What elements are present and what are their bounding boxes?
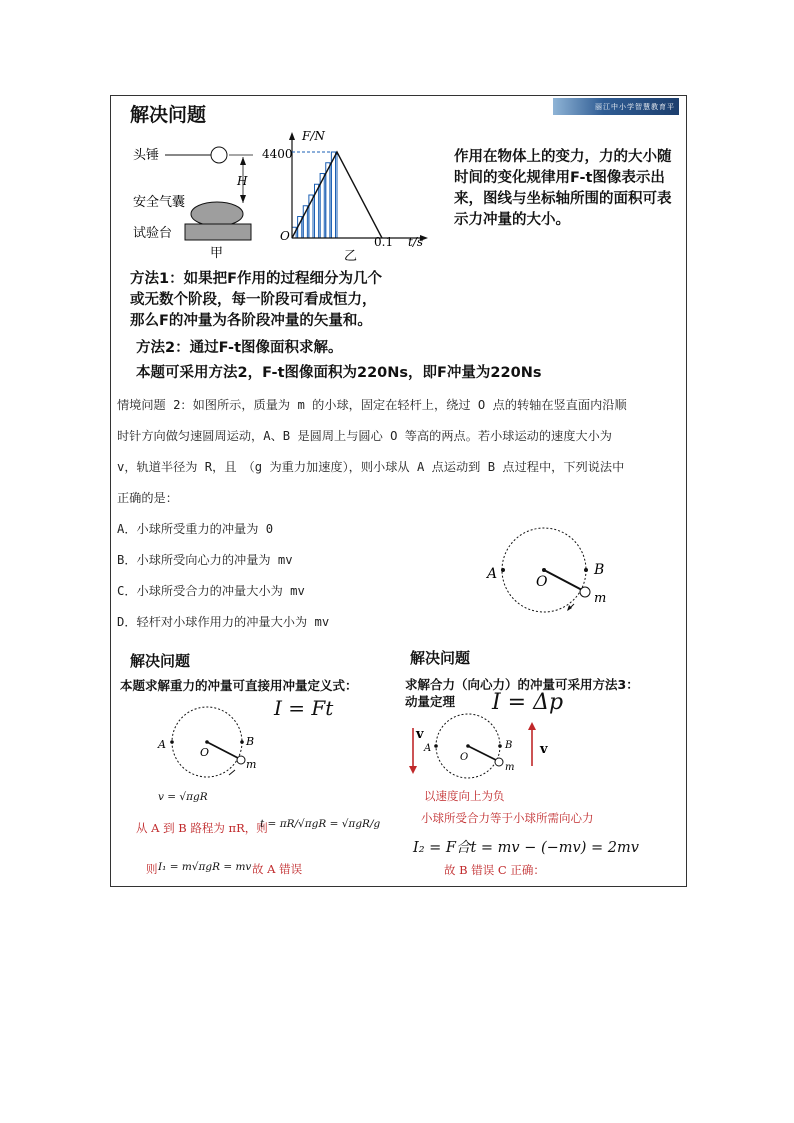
right-solution-subtitle-2: 动量定理 [405, 694, 456, 709]
then-label: 则 [146, 862, 158, 876]
label-a: A [487, 566, 498, 582]
left-circle-figure [155, 700, 265, 785]
light-rod [207, 742, 238, 758]
x-tick-label: 0.1 [374, 235, 394, 249]
i1-formula: I₁ = m√πgR = mv [158, 861, 252, 873]
y-axis-arrow [289, 132, 295, 140]
test-table [185, 224, 251, 240]
label-m: m [505, 762, 515, 773]
note-force: 小球所受合力等于小球所需向心力 [421, 811, 594, 825]
point-b [498, 744, 502, 748]
figure-jia [125, 135, 265, 260]
velocity-up-arrowhead [528, 722, 536, 730]
left-solution-title: 解决问题 [130, 652, 191, 670]
label-a: A [424, 743, 432, 754]
yi-caption: 乙 [344, 249, 358, 263]
right-solution-subtitle-1: 求解合力（向心力）的冲量可采用方法3： [405, 677, 639, 692]
direction-arrow [229, 770, 235, 775]
option-c: C．小球所受合力的冲量大小为 mv [117, 584, 305, 598]
label-o: O [536, 574, 548, 590]
left-formula: I = Ft [274, 696, 334, 720]
note-direction: 以速度向上为负 [424, 789, 505, 803]
conclusion: 本题可采用方法2，F-t图像面积为220Ns，即F冲量为220Ns [136, 365, 542, 381]
airbag-label: 安全气囊 [133, 195, 186, 210]
label-o: O [460, 752, 469, 763]
v-label-left: v [416, 727, 424, 742]
table-label: 试验台 [133, 226, 173, 241]
question-line: 时针方向做匀速圆周运动，A、B 是圆周上与圆心 O 等高的两点。若小球运动的速度大小为 [117, 429, 612, 443]
h-label: H [237, 174, 248, 188]
label-o: O [200, 746, 210, 759]
question-circle-figure [482, 520, 612, 620]
platform-logo [553, 98, 679, 115]
velocity-down-arrowhead [409, 766, 417, 774]
option-b: B．小球所受向心力的冲量为 mv [117, 553, 293, 567]
question-line: 情境问题 2：如图所示，质量为 m 的小球，固定在轻杆上，绕过 O 点的转轴在竖直面内沿顺 [117, 398, 627, 412]
impulse-step-bar [331, 152, 337, 238]
right-verdict: 故 B 错误 C 正确： [444, 863, 545, 877]
ball [237, 756, 245, 764]
left-verdict: 故 A 错误 [252, 862, 303, 876]
method1-line: 或无数个阶段，每一阶段可看成恒力， [130, 292, 377, 308]
method1-line: 那么F的冲量为各阶段冲量的矢量和。 [130, 313, 372, 329]
h-arrow-up [240, 157, 246, 165]
direction-arrowhead [567, 605, 572, 611]
point-a [501, 568, 505, 572]
option-a: A．小球所受重力的冲量为 0 [117, 522, 274, 536]
right-formula: I = Δp [492, 690, 564, 715]
y-tick-label: 4400 [262, 147, 293, 161]
right-solution-title: 解决问题 [410, 649, 471, 667]
label-m: m [246, 758, 257, 771]
x-axis-label: t/s [408, 235, 424, 249]
head-ball [211, 147, 227, 163]
y-axis-label: F/N [302, 129, 325, 143]
question-line: v，轨道半径为 R，且 （g 为重力加速度），则小球从 A 点运动到 B 点过程中，下列说法中 [117, 460, 625, 474]
light-rod [544, 570, 582, 590]
label-m: m [594, 591, 607, 606]
v-label-right: v [540, 742, 548, 757]
ball [580, 587, 590, 597]
h-arrow-down [240, 195, 246, 203]
impulse-step-bar [298, 217, 304, 239]
point-b [584, 568, 588, 572]
right-circle-figure [400, 708, 560, 788]
label-a: A [158, 738, 166, 751]
airbag-shape [191, 202, 243, 226]
option-d: D．轻杆对小球作用力的冲量大小为 mv [117, 615, 330, 629]
method1-line: 方法1：如果把F作用的过程细分为几个 [130, 271, 382, 287]
label-b: B [594, 562, 605, 578]
i2-formula: I₂ = F合t = mv − (−mv) = 2mv [413, 840, 639, 856]
point-a [434, 744, 438, 748]
impulse-step-bar [326, 163, 332, 238]
logo-text: 丽江中小学智慧教育平 [595, 103, 675, 111]
method2: 方法2：通过F-t图像面积求解。 [136, 340, 343, 356]
point-a [170, 740, 174, 744]
path-text: 从 A 到 B 路程为 πR，则 [136, 821, 268, 835]
t-formula: t = πR/√πgR = √πgR/g [260, 818, 381, 830]
left-solution-subtitle: 本题求解重力的冲量可直接用冲量定义式： [120, 678, 358, 693]
method1-block [130, 269, 382, 332]
section1-title: 解决问题 [130, 104, 207, 126]
origin-label: O [280, 229, 290, 243]
jia-caption: 甲 [210, 246, 224, 260]
point-b [240, 740, 244, 744]
question-line: 正确的是： [117, 491, 178, 505]
ball [495, 758, 503, 766]
light-rod [468, 746, 496, 760]
head-label: 头锤 [133, 148, 160, 163]
ft-description: 作用在物体上的变力，力的大小随时间的变化规律用F-t图像表示出来，图线与坐标轴所围的面积可表示力冲量的大小。 [454, 149, 672, 228]
label-b: B [505, 740, 513, 751]
v-formula: v = √πgR [158, 791, 208, 803]
label-b: B [246, 735, 255, 748]
figure-yi-chart [262, 128, 442, 263]
